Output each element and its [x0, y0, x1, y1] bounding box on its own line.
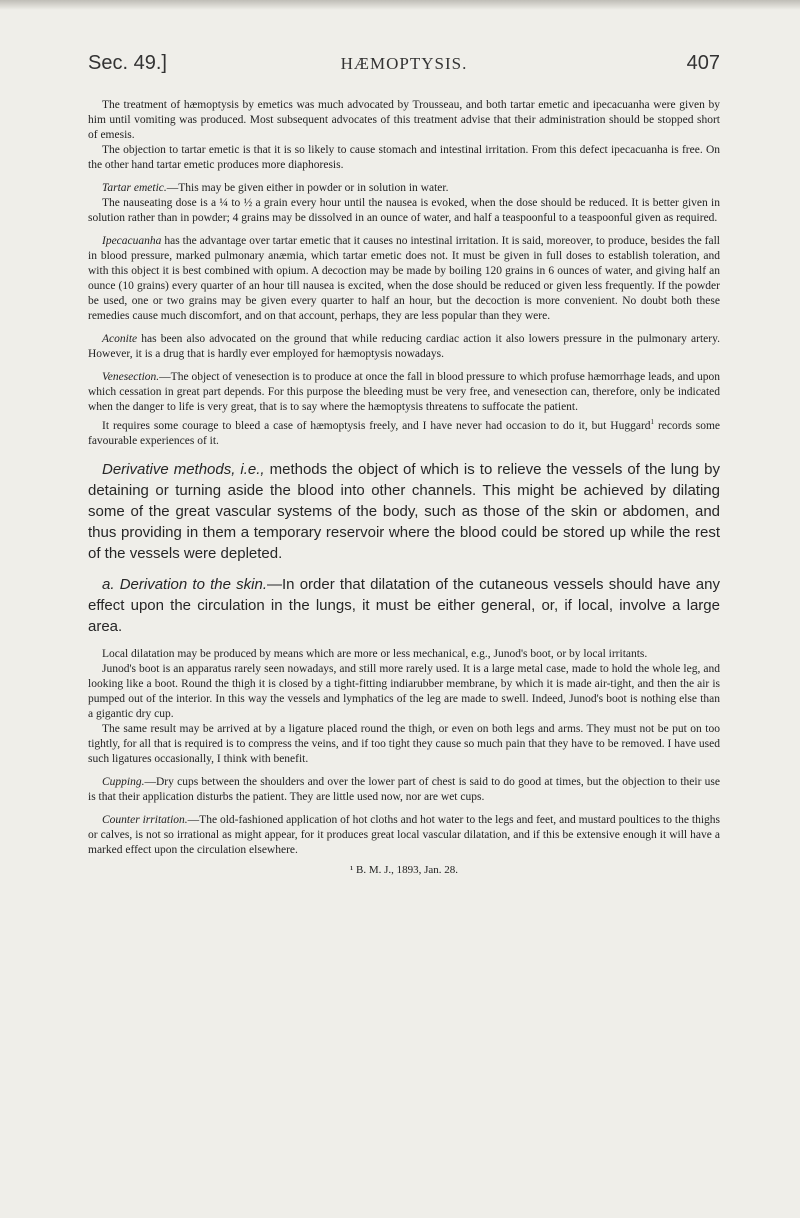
paragraph-text: —The old-fashioned application of hot cloths and hot water to the legs and feet, and mustard poultices to the thighs or calves, is not so irrational as might appear, for it produces great local vascular dilatation, and if this be extensive enough it will have a marked effect upon the circulation elsewhere. [88, 813, 720, 856]
paragraph-text: records some favourable experiences of it. [88, 419, 720, 447]
paragraph [88, 181, 720, 196]
page-number: 407 [686, 52, 720, 74]
run-in-heading: Ipecacuanha [102, 235, 162, 247]
running-title: HÆMOPTYSIS. [340, 54, 468, 73]
footnote: ¹ B. M. J., 1893, Jan. 28. [349, 863, 459, 876]
paragraph-text: —This may be given either in powder or in solution in water. [166, 182, 449, 194]
paragraph: The same result may be arrived at by a ligature placed round the thigh, or even on both legs and arms. They must not be put on too tightly, for all that is required is to compress the veins, and if too tight they cause so much pain that they have to be removed. I have used such ligatures occasionally, I think with benefit. [88, 722, 720, 765]
footnote-marker: 1 [650, 418, 655, 426]
paragraph-text: It requires some courage to bleed a case of hæmoptysis freely, and I have never had occasion to do it, but Huggard [102, 419, 651, 432]
paragraph: Local dilatation may be produced by means which are more or less mechanical, e.g., Junod's boot, or by local irritants. [102, 647, 648, 660]
run-in-heading: Tartar emetic. [102, 182, 167, 194]
page-body [88, 98, 720, 876]
run-in-heading: a. Derivation to the skin. [102, 575, 267, 593]
run-in-heading: Counter irritation. [102, 813, 188, 826]
paragraph-text: methods the object of which is to relieve the vessels of the lung by detaining or turning aside the blood into other channels. This might be achieved by dilating some of the great vascular systems of the body, such as those of the skin or abdomen, and thus providing in them a temporary reservoir where the blood could be stored up while the rest of the vessels were depleted. [88, 460, 720, 562]
paragraph-text: —In order that dilatation of the cutaneous vessels should have any effect upon the circulation in the lungs, it must be either general, or, if local, involve a large area. [88, 575, 720, 635]
paragraph [88, 775, 720, 805]
paragraph-text: —Dry cups between the shoulders and over the lower part of chest is said to do good at times, but the objection to their use is that their application disturbs the patient. They are little used now, nor are wet cups. [88, 775, 720, 803]
run-in-heading: Venesection. [102, 371, 160, 383]
paragraph [88, 574, 720, 637]
paragraph [88, 459, 720, 564]
paragraph-text: has the advantage over tartar emetic that it causes no intestinal irritation. It is said, moreover, to produce, besides the fall in blood pressure, marked pulmonary anæmia, which tartar emetic does not. It must be given in full doses to establish toleration, and with this object it is best combined with opium. A decoction may be made by boiling 120 grains in 6 ounces of water, and giving half an ounce (10 grains) every quarter of an hour till nausea is excited, when the dose should be reduced or given less frequently. If the powder be used, one or two grains may be given every quarter to half an hour, but the decoction is more convenient. No doubt both these remedies cause much discomfort, and on that account, perhaps, they are less popular than they were. [88, 235, 720, 322]
paragraph-text: —The object of venesection is to produce at once the fall in blood pressure to which profuse hæmorrhage leads, and upon which cessation in great part depends. For this purpose the bleeding must be very free, and venesection can, therefore, only be indicated when the danger to life is very great, that is to say where the hæmoptysis threatens to suffocate the patient. [88, 371, 720, 413]
paragraph: The nauseating dose is a ¼ to ½ a grain every hour until the nausea is evoked, when the dose should be reduced. It is better given in solution rather than in powder; 4 grains may be dissolved in an ounce of water, and half a teaspoonful to a teaspoonful given as required. [88, 197, 720, 224]
paragraph [88, 234, 720, 324]
paragraph [88, 415, 720, 449]
paragraph [88, 370, 720, 415]
run-in-heading: Cupping. [102, 775, 145, 788]
section-number: Sec. 49.] [88, 52, 167, 74]
page-top-edge [0, 0, 800, 10]
paragraph: The objection to tartar emetic is that it is so likely to cause stomach and intestinal irritation. From this defect ipecacuanha is free. On the other hand tartar emetic produces more diaphoresis. [88, 144, 720, 171]
run-in-heading: Aconite [102, 333, 138, 345]
paragraph [88, 332, 720, 362]
running-header [88, 52, 720, 86]
paragraph-text: has been also advocated on the ground that while reducing cardiac action it also lowers pressure in the pulmonary artery. However, it is a drug that is hardly ever employed for hæmoptysis nowadays. [88, 333, 720, 360]
run-in-heading: Derivative methods, i.e., [102, 460, 265, 478]
paragraph: The treatment of hæmoptysis by emetics was much advocated by Trousseau, and both tartar emetic and ipecacuanha were given by him until vomiting was produced. Most subsequent advocates of this treatment advise that their administration should be stopped short of emesis. [88, 99, 720, 141]
paragraph: Junod's boot is an apparatus rarely seen nowadays, and still more rarely used. It is a large metal case, made to hold the whole leg, and looking like a boot. Round the thigh it is closed by a tight-fitting indiarubber membrane, by which it is made air-tight, and then the air is pumped out of the interior. In this way the vessels and lymphatics of the leg are made to swell. Indeed, Junod's boot is nothing else than a gigantic dry cup. [88, 662, 720, 720]
paragraph [88, 813, 720, 858]
